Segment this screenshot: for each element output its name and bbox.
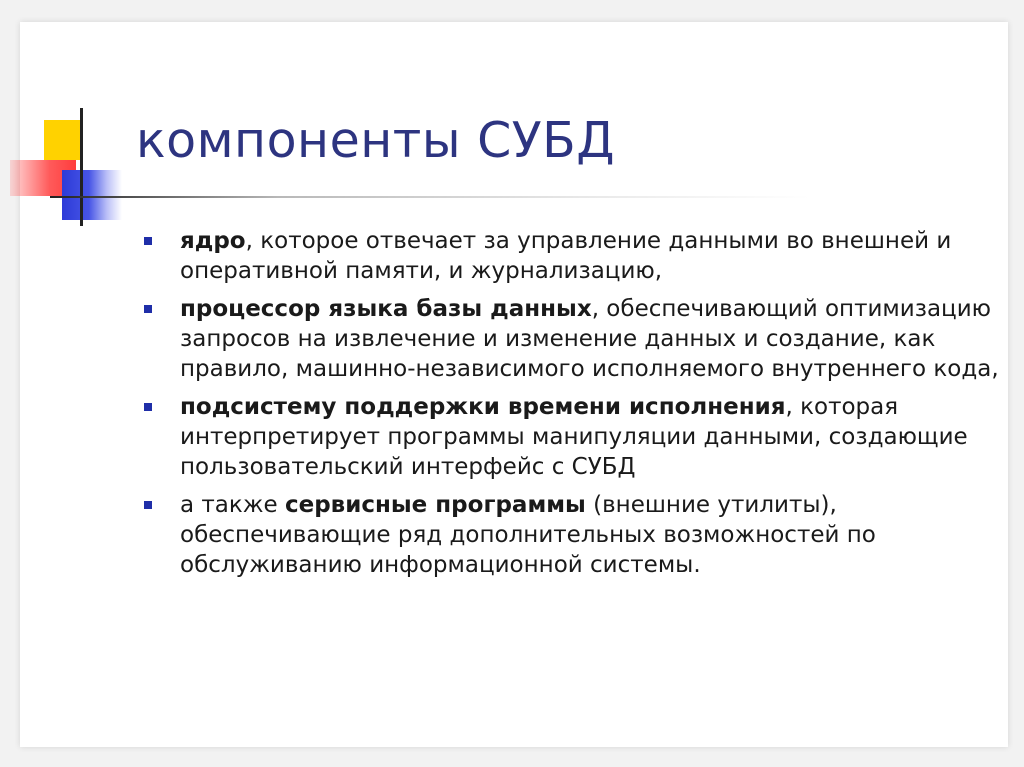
bullet-item-language-processor bbox=[180, 294, 1000, 384]
square-bullet-icon bbox=[144, 501, 152, 509]
bullet-item-kernel bbox=[180, 226, 1000, 286]
bullet-bold-term: подсистему поддержки времени исполнения bbox=[180, 394, 786, 420]
bullet-description: (внешние утилиты), обеспечивающие ряд дополнительных возможностей по обслуживанию информационной системы. bbox=[180, 492, 876, 578]
bullet-description: , обеспечивающий оптимизацию запросов на извлечение и изменение данных и создание, как правило, машинно-независимого исполняемого внутреннего кода, bbox=[180, 296, 999, 382]
bullet-item-service-programs bbox=[180, 490, 1000, 580]
bullet-description: , которая интерпретирует программы манипуляции данными, создающие пользовательский интерфейс с СУБД bbox=[180, 394, 968, 480]
slide-title: компоненты СУБД bbox=[136, 112, 616, 169]
bullet-description: , которое отвечает за управление данными во внешней и оперативной памяти, и журнализацию, bbox=[180, 228, 952, 284]
bullet-item-runtime-subsystem bbox=[180, 392, 1000, 482]
bullet-bold-term: сервисные программы bbox=[284, 492, 586, 518]
bullet-bold-term: процессор языка базы данных bbox=[180, 296, 592, 322]
bullet-list bbox=[180, 226, 1000, 588]
bullet-pre-text: а также bbox=[180, 492, 285, 518]
square-bullet-icon bbox=[144, 403, 152, 411]
bullet-bold-term: ядро bbox=[180, 228, 246, 254]
square-bullet-icon bbox=[144, 237, 152, 245]
square-bullet-icon bbox=[144, 305, 152, 313]
